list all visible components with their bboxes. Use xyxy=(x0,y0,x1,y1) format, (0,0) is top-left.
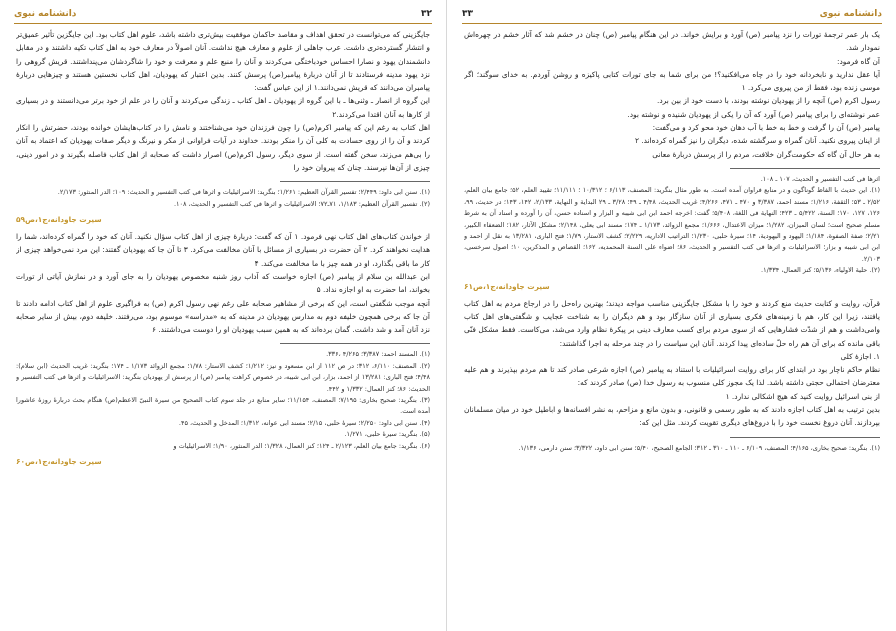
right-page xyxy=(448,0,896,631)
page-number: ۳۲ xyxy=(421,9,432,19)
body-paragraph: ابن عبدالله بن سلام از پیامبر (ص) اجازه خواست که آداب روز شنبه مخصوص یهودیان را به جای آورد و در نمازش آیاتی از تورات بخواند، اما حضرت به او اجازه نداد. ۵ xyxy=(16,271,430,295)
body-paragraph: از خواندن کتاب‌های اهل کتاب نهی فرمود. ۱ آن که گفت: دربارهٔ چیزی از اهل کتاب سؤال نکنید. آنان که خود را گمراه کرده‌اند، شما را هدایت نخواهند کرد. ۲ آن حضرت در بسیاری از مسائل با آنان مخالفت می‌کرد. ۳ تا آن جا که یهودیان گفتند: این مرد نمی‌خواهد چیزی از کار ما باقی بگذارد، او در همه چیز با ما مخالفت می‌کند. ۴ xyxy=(16,232,430,268)
source-section-title: سیرت جاودانه،ج۱،ص۶۰ xyxy=(16,457,102,467)
footnote: (۲). المصنف: ۶/۱۱۰، ۳۱۲؛ در ص ۱۱۲ از ابن مسعود و نیز: ۱/۲۱۲؛ کشف الاستار: ۱/۷۸؛ مجمع الزوائد ۱/۱۷۳ ـ ۱۷۴؛ بنگرید: غریب الحدیث (ابن سلام): ۴/۴۸؛ فتح الباری: ۱۳/۲۸۱ از احمد، بزار، ابن ابی شیبه، در خصوص کراهت پیامبر (ص) از پرسش از یهودیان بنگرید: الاسرائیلیات و اثرها فی کتب التفسیر و الحدیث: ۸۶؛ کنز العمال: ۱/۳۳۲ و ۴۴۲. xyxy=(16,361,430,393)
body-paragraph: اهل کتاب به رغم این که پیامبر اکرم(ص) را چون فرزندان خود می‌شناختند و نامش را در کتاب‌هایشان خوانده بودند، حضرتش را انکار کردند و آن را از روی حسادت به کلی آن را منکر بودند. خداوند در آیات فراوانی از مکر و نیرنگ و دیگر صفات یهودیان که اعتماد به آنان را بی‌هم می‌زند، سخن گفته است. از سوی دیگر، رسول اکرم(ص) اصرار داشت که صحابه از اهل کتاب فاصله بگیرند و در امور دینی، چیزی از آن‌ها نپرسند. چنان که پیروان خود را xyxy=(16,123,430,172)
body-paragraph: عمر نوشته‌ای را برای پیامبر (ص) آورد که آن را یکی از یهودیان شنیده و نوشته بود. xyxy=(627,109,880,119)
footnote: (۱). سنن ابی داود: ۲/۴۴۹؛ تفسیر القرآن العظیم: ۱/۲۶۱؛ بنگرید: الاسرائیلیات و اثرها فی کتب التفسیر و الحدیث: ۱۰۹؛ الدر المنثور: ۲/۱۷۳. xyxy=(57,188,430,197)
subheading: ۱. اجازهٔ کلی xyxy=(840,351,880,361)
footnote: (۲). تفسیر القرآن العظیم: ۱/۱۸۳، ۷۱ـ۷۲؛ الاسرائیلیات و اثرها فی کتب التفسیر و الحدیث، ۱۰۸. xyxy=(173,199,430,208)
quote-paragraph: این گروه از انصار ـ وثنی‌ها ـ با این گروه از یهودیان ـ اهل کتاب ـ زندگی می‌کردند و آنان را در علم از خود برتر می‌دانستند و در بسیاری از کارها به آنان اقتدا می‌کردند.۲ xyxy=(16,96,430,119)
body-paragraph: نظام حاکم ناچار بود در ابتدای کار برای روایت اسرائیلیات با استناد به پیامبر (ص) اجازه شرعی صادر کند تا هم مردم بپذیرند و هم علیه معترضان احتمالی حجتی داشته باشد. لذا یک مجوز کلی منسوب به رسول خدا (ص) صادر کردند که: xyxy=(464,365,880,388)
body-paragraph: پیامبر (ص) آن را گرفت و خط به خط با آب دهان خود محو کرد و می‌گفت: xyxy=(652,123,880,133)
page-number: ۳۳ xyxy=(462,9,473,19)
footnote-divider xyxy=(280,181,430,182)
body-paragraph: رسول اکرم (ص) آنچه را از یهودیان نوشته بودند، با دست خود از بین برد. xyxy=(657,96,880,106)
footnote: (۶). بنگرید: جامع بیان العلم، ۲/۱۲۳ ـ ۱۲۴؛ کنز العمال، ۱/۳۲۸؛ الدر المنثور، ۱/۹۰؛ الاسرائیلیات و xyxy=(173,441,430,450)
footnote: (۵). بنگرید: سیرهٔ حلبی، ۱/۲۷۱. xyxy=(344,430,430,439)
footnote-divider xyxy=(730,168,880,169)
left-page xyxy=(0,0,447,631)
quote-paragraph: از بنی اسرائیل روایت کنید که هیچ اشکالی ندارد. ۱ xyxy=(725,391,880,401)
page-header xyxy=(14,9,432,24)
footnote-divider xyxy=(730,437,880,438)
source-section-title: سیرت جاودانه،ج۱،ص۵۹ xyxy=(16,215,102,225)
body-paragraph: جایگزینی که می‌توانست در تحقق اهداف و مقاصد حاکمان موفقیت بیش‌تری داشته باشد، علوم اهل کتاب بود. این جایگزین تأثیر عمیق‌تر و انتشار گسترده‌تری داشت. عرب جاهلی از علوم و معارف هیچ نداشت. آنان اصولاً در معارف خود به اهل کتاب تکیه داشتند و در مقابل دانشمندان یهود و نصارا احساس خودباختگی می‌کردند و آنان را منبع علم و معرفت و خود را شاگردشان می‌پنداشتند. قریش گروهی را نزد یهود مدینه فرستادند تا از آنان دربارهٔ پیامبر(ص) پرسش کنند. بدین اعتبار که یهودیان، اهل کتاب نخستین هستند و چیزهایی دربارهٔ پیامبران می‌دانند که قریش نمی‌دانند.۱ از این عباس گفت: xyxy=(16,30,430,93)
footnote: اثرها فی کتب التفسیر و الحدیث، ۱۰۷ ـ ۱۰۸. xyxy=(760,174,880,183)
footnote: (۴). سنن ابی داود: ۲/۲۵۰؛ سیرهٔ حلبی، ۲/۱۵؛ مسند ابی عوانه، ۱/۳۱۲؛ المدخل و الحدیث، ۴۵. xyxy=(178,418,430,427)
quote-paragraph: از اینان پیروی نکنید. آنان گمراه و سرگشته شده، دیگران را نیز گمراه کرده‌اند. ۲ xyxy=(635,136,880,146)
footnote: (۳). بنگرید: صحیح بخاری: ۷/۱۹۵؛ المصنف، ۱۱/۱۵۴؛ سایر منابع در جلد سوم کتاب الصحیح من سیرة النبیّ الاعظم(ص) هنگام بحث دربارهٔ روزهٔ عاشورا آمده است. xyxy=(16,396,430,416)
running-title: دانشنامه نبوی xyxy=(14,9,77,19)
body-paragraph: بدین ترتیب به اهل کتاب اجازه دادند که به طور رسمی و قانونی، و بدون مانع و مزاحم، به نشر افسانه‌ها و اباطیل خود در میان مسلمانان بپردازند. آنان دروغ نخست خود را با دروغ‌های دیگری تقویت کردند. مثل این که: xyxy=(464,405,880,428)
body-paragraph: به هر حال آن گاه که حکومت‌گران خلافت، مردم را از پرسش دربارهٔ معانی xyxy=(652,149,880,159)
page-content xyxy=(464,28,880,627)
footnote: (۱). این حدیث با الفاظ گوناگون و در منابع فراوان آمده است. به طور مثال بنگرید: المصنف، ۶/۱۱۳ ؛ ۱۰/۳۱۲ ؛ ۱۱/۱۱۱؛ تقیید العلم، ۵۲؛ جامع بیان العلم، ۲/۵۲ ـ ۵۳؛ الثقفة، ۱/۲۱۶؛ مسند احمد، ۳/۳۸۷ و ۴۷۰ ـ ۴۷۱، ۴/۲۶۶؛ غریب الحدیث، ۴/۴۸ ـ ۴۹؛ ۳/۲۸ ـ ۲۹ البدایة و النهایة، ۲/۱۳۳، ۱۴۲، ۱۴۳؛ در حدیث، ۹۹، ۱۲۶، ۱۲۷، ۱۷۰؛ السنة، ۵/۴۲۲ ـ ۴۲۳؛ النهایة فی اللغة، ۵/۴۰۸؛ گفت: اخرجه احمد ابن ابی شیبه و البزار و اسناده حسن، آن را آورده و اسناد آن به شرط مسلم صحیح است؛ لسان المیزان، ۱/۲۸۲؛ میزان الاعتدال، ۱/۶۶۶؛ مجمع الزوائد، ۱/۱۷۳ ـ ۱۷۴؛ مسند ابی یعلی، ۲/۱۴۸؛ مشکل الآثار، ۱۸۲؛ الضعفاء الکبیر، ۲/۲۱؛ صفة الصفوة، ۱/۱۸۴؛ الیهود و الیهودیة، ۱۴؛ سیرهٔ حلبی، ۱/۲۳۰؛ التراتیب الاداریه، ۲/۲۲۹؛ کشف الاستار، ۱/۷۹؛ فتح الباری، ۱۳/۲۸۱ به نقل از احمد و ابن ابی شیبه و بزار؛ الاسرائیلیات و اثرها فی کتب التفسیر و الحدیث، ۸۶؛ اضواء علی السنة المحمدیه، ۱۶۲؛ القصاص و المذکرین، ۱۰؛ اصول سرخسی، ۲/۱۰۳. xyxy=(464,186,880,263)
body-paragraph: آنچه موجب شگفتی است، این که برخی از مشاهیر صحابه علی رغم نهی رسول اکرم (ص) به فراگیری علوم از اهل کتاب ادامه دادند تا آن جا که برخی همچون خلیفه دوم به مدارس یهودیان در مدینه که به «مدراسه» موسوم بود، می‌رفتند. خلیفه دوم، بیش از سایر صحابه نزد آنان آمد و شد داشت. گمان برده‌اند که به همین سبب یهودیان او را دوست می‌داشتند. ۶ xyxy=(16,298,430,335)
footnote: (۲). حلیة الاولیاء، ۵/۱۳۶؛ کنز العمال، ۱/۳۳۴. xyxy=(761,266,880,275)
body-paragraph: آن گاه فرمود: xyxy=(837,56,880,66)
running-title: دانشنامه نبوی xyxy=(819,9,882,19)
source-section-title: سیرت جاودانه،ج۱،ص۶۱ xyxy=(464,281,550,291)
body-paragraph: قرآن، روایت و کتابت حدیث منع کردند و خود را با مشکل جایگزینی مناسب مواجه دیدند؛ بهترین راه‌حل را در ارجاع مردم به اهل کتاب یافتند، زیرا این کار، هم با زمینه‌های فکری بسیاری از آنان سازگار بود و هم دیگران را به شناخت عجایب و شگفتی‌های اهل کتاب وامی‌داشت و هم از شدّت فشارهایی که از سوی مردم برای کسب معارف دینی بر پیکرهٔ نظام وارد می‌شد، می‌کاست. فقط مشکل فنّی باقی مانده که برای آن هم راه حلّ ساده‌ای پیدا کردند. آنان این سیاست را در چند مرحله به اجرا گذاشتند: xyxy=(464,298,880,348)
footnote-divider xyxy=(280,343,430,344)
footnote: (۱). بنگرید: صحیح بخاری، ۴/۱۶۵؛ المصنف، ۶/۱۰۹ ـ ۱۱۰ ـ ۳۱۰ ـ ۳۱۲؛ الجامع الصحیح، ۵/۴۰؛ سنن ابی داود، ۳/۳۲۲؛ سنن دارمی، ۱/۱۳۶. xyxy=(518,443,880,452)
page-header xyxy=(462,9,882,24)
body-paragraph: یک بار عمر ترجمهٔ تورات را نزد پیامبر (ص) آورد و برایش خواند. در این هنگام پیامبر (ص) چنان در خشم شد که آثار خشم در چهره‌اش نمودار شد. xyxy=(464,30,880,53)
page-content xyxy=(16,28,430,627)
quote-paragraph: آیا عقل ندارید و نابخردانه خود را در چاه می‌افکنید؟! من برای شما به جای تورات کتابی پاکیزه و روشن آوردم. به خدای سوگند؛ اگر موسی زنده بود، فقط از من پیروی می‌کرد. ۱ xyxy=(464,69,880,93)
footnote: (۱). المسند احمد: ۳/۳۸۷؛ ۴/۲۶۵ ،۳۳۶. xyxy=(326,350,430,359)
